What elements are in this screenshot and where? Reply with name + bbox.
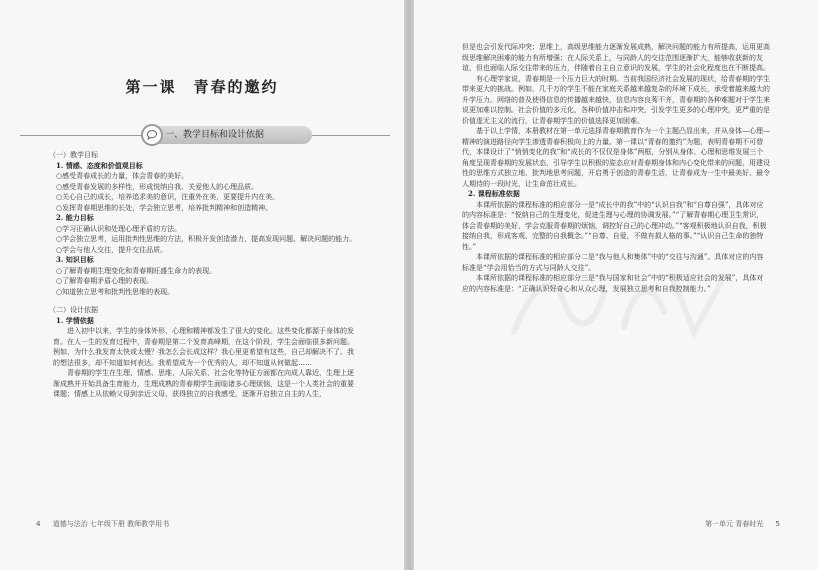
goal-item: ○学习正确认识和处理心理矛盾的方法。 <box>56 224 182 233</box>
body-paragraph: 本课所依据的课程标准的相应部分二是“我与他人和集体”中的“交往与沟通”。具体对应的内容标准是“学会用恰当的方式与同龄人交往”。 <box>462 253 764 272</box>
goal-item: ○了解青春期矛盾心理的表现。 <box>56 277 154 285</box>
heading-goals: （一）教学目标 <box>49 151 98 159</box>
left-page <box>0 0 404 570</box>
unit-title: 第一单元 青春时光 <box>705 520 764 528</box>
body-paragraph: 进入初中以来，学生的身体外形、心理和精神都发生了很大的变化。这些变化都源于身体的发育。在人一生的发育过程中，青春期是第二个发育高峰期，在这个阶段，学生会面临很多新问题。例如，为什么我发育太快或太慢？我怎么会长成这样？我心里更希望有这些，自己却解决不了。我的想法很多，却不知道如何表达。我希望成为一个优秀的人，却不知道从何做起…… <box>53 327 354 367</box>
left-body <box>49 150 358 400</box>
right-page <box>414 0 818 570</box>
subheading-knowledge: 3. 知识目标 <box>56 255 94 264</box>
section-rule-left <box>20 135 145 136</box>
goal-item: ○感受青春成长的力量，体会青春的美好。 <box>56 172 189 180</box>
goal-item: ○知道独立思考和批判性思维的表现。 <box>56 287 175 296</box>
page-number: 4 <box>36 520 41 528</box>
goal-item: ○学会独立思考，运用批判性思维的方法，积极开发创造潜力，提高发现问题、解决问题的能力。 <box>56 235 357 243</box>
body-paragraph: 本课所依据的课程标准的相应部分一是“成长中的我”中的“认识自我”和“自尊自强”，具体对应的内容标准是：“悦纳自己的生理变化，促进生理与心理的协调发展。”“了解青春期心理卫生常识，体会青春期的美好，学会克服青春期的烦恼，调控好自己的心理冲动。”“客观积极地认识自我，积极接纳自我，形成客观、完整的自我概念。”“自尊、自爱，不做有损人格的事。”“认识自己生命的独特性。” <box>462 200 767 251</box>
book-gutter <box>404 0 414 570</box>
page-number: 5 <box>775 520 780 528</box>
book-title: 道德与法治 七年级下册 教师教学用书 <box>52 520 170 528</box>
goal-item: ○感受青春发展的多样性，形成悦纳自我、关爱他人的心理品质。 <box>56 182 259 191</box>
subheading-attitude: 1. 情感、态度和价值观目标 <box>56 160 143 170</box>
section-header <box>20 126 390 144</box>
subheading-student-situation: 1. 学情依据 <box>56 315 94 325</box>
goal-item: ○了解青春期生理变化和青春期旺盛生命力的表现。 <box>56 266 217 275</box>
section-title: 一、教学目标和设计依据 <box>165 130 265 140</box>
body-paragraph: 本课所依据的课程标准的相应部分三是“我与国家和社会”中的“积极适应社会的发展”，具体对应的内容标准是：“正确认识好奇心和从众心理，发展独立思考和自我控制能力。” <box>462 274 764 293</box>
left-footer <box>36 519 169 529</box>
right-footer <box>705 519 780 529</box>
subheading-curriculum-standard: 2. 课程标准依据 <box>468 189 520 198</box>
goal-item: ○发挥青春期思维的长处，学会独立思考，培养批判精神和创造精神。 <box>56 203 273 212</box>
body-paragraph: 有心理学家说，青春期是一个压力巨大的时期。当前我国经济社会发展的现状，给青春期的学生带来更大的挑战。例如，几千万的学生不能在家庭关系越来越复杂的环境下成长，承受着越来越大的升学压力。网络的普及使得信息的传播越来越快，信息内容良莠不齐，青春期的各种难题对于学生来说更加难以控制。社会价值的多元化，各种价值冲击和冲突，引发学生更多的心理冲突，更严重的是价值虚无主义的流行，让青春期学生的价值选择更加困难。 <box>462 74 770 125</box>
subheading-ability: 2. 能力目标 <box>56 213 94 222</box>
body-paragraph: 基于以上学情，本册教材在第一单元选择青春期教育作为一个主题凸显出来，并从身体—心理—精神的演进路径向学生渗透青春积极向上的力量。第一课以“青春的邀约”为题，表明青春期不可替代，本课设计了“悄悄变化的我”和“成长的不仅仅是身体”两框，分别从身体、心理和思维发展三个角度呈现青春期的发展状态，引导学生以积极的姿态应对青春期身体和内心变化带来的问题，用建设性的思维方式独立地、批判地思考问题，开启勇于创造的青春生活，让青春成为一生中最美好、最令人期待的一段时光，让生命茁壮成长。 <box>462 127 770 188</box>
section-title-pill <box>145 126 312 144</box>
body-paragraph: 青春期的学生在生理、情感、思维、人际关系、社会化等特征方面都在向成人靠近，生理上逐渐成熟并开始具备生育能力，生理成熟的青春期学生面临诸多心理烦恼，这是一个人类社会的重要课题；情感上从依赖父母到亲近父母，获得独立的自我感受，逐渐开启独立自主的人生， <box>53 369 354 398</box>
heading-basis: （二）设计依据 <box>49 306 98 314</box>
lesson-title: 第一课 青春的邀约 <box>125 78 279 96</box>
speech-bubble-icon <box>141 124 163 146</box>
section-rule-right <box>312 135 390 136</box>
goal-item: ○学会与他人交往，提升交往品质。 <box>56 245 168 254</box>
body-paragraph: 但是也会引发代际冲突；思维上，高级思维能力逐渐发展成熟，解决问题的能力有所提高，运用更高级思维解决困难的能力有所增强；在人际关系上，与同龄人的交往范围逐渐扩大，能够收获新的友谊，但也面临人际交往带来的压力，伴随着自主自立意识的发展，学生的社会化程度也在不断提高。 <box>462 43 770 72</box>
goal-item: ○关心自己的成长，培养追求美的意识，注重外在美，更要提升内在美。 <box>56 193 280 201</box>
right-body <box>462 42 770 294</box>
